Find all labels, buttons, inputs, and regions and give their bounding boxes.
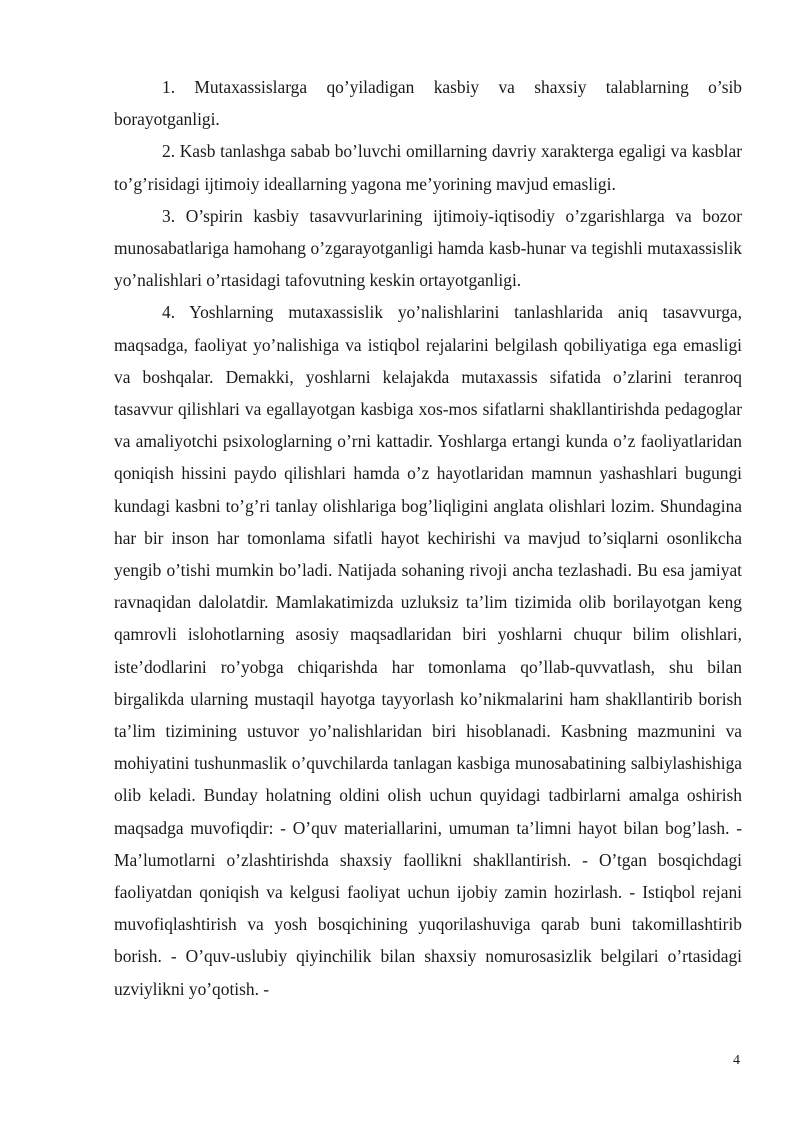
paragraph-3: 3. O’spirin kasbiy tasavvurlarining ijtimoiy-iqtisodiy o’zgarishlarga va bozor munosabatlariga hamohang o’zgarayotganligi hamda kasb-hunar va tegishli mutaxassislik yo’nalishlari o’rtasidagi tafovutning keskin ortayotganligi. — [114, 205, 742, 291]
paragraph-4: 4. Yoshlarning mutaxassislik yo’nalishlarini tanlashlarida aniq tasavvurga, maqsadga, faoliyat yo’nalishiga va istiqbol rejalarini belgilash qobiliyatiga ega emasligi va boshqalar. Demakki, yoshlarni kelajakda mutaxassis sifatida o’zlarini teranroq tasavvur qilishlari va egallayotgan kasbiga xos-mos sifatlarni shakllantirishda pedagoglar va amaliyotchi psixologlarning o’rni kattadir. Yoshlarga ertangi kunda o’z faoliyatlaridan qoniqish hissini paydo qilishlari hamda o’z hayotlaridan mamnun yashashlari bugungi kundagi kasbni to’g’ri tanlay olishlariga bog’liqligini anglata olishlari lozim. Shundagina har bir inson har tomonlama sifatli hayot kechirishi va mavjud to’siqlarni osonlikcha yengib o’tishi mumkin bo’ladi. Natijada sohaning rivoji ancha tezlashadi. Bu esa jamiyat ravnaqidan dalolatdir. Mamlakatimizda uzluksiz ta’lim tizimida olib borilayotgan keng qamrovli islohotlarning asosiy maqsadlaridan biri yoshlarni chuqur bilim olishlari, iste’dodlarini ro’yobga chiqarishda har tomonlama qo’llab-quvvatlash, shu bilan birgalikda ularning mustaqil hayotga tayyorlash ko’nikmalarini ham shakllantirib borish ta’lim tizimining ustuvor yo’nalishlaridan biri hisoblanadi. Kasbning mazmunini va mohiyatini tushunmaslik o’quvchilarda tanlagan kasbiga munosabatining salbiylashishiga olib keladi. Bunday holatning oldini olish uchun quyidagi tadbirlarni amalga oshirish maqsadga muvofiqdir: - O’quv materiallarini, umuman ta’limni hayot bilan bog’lash. - Ma’lumotlarni o’zlashtirishda shaxsiy faollikni shakllantirish. - O’tgan bosqichdagi faoliyatdan qoniqish va kelgusi faoliyat uchun ijobiy zamin hozirlash. - Istiqbol rejani muvofiqlashtirish va yosh bosqichining yuqorilashuviga qarab buni takomillashtirib borish. - O’quv-uslubiy qiyinchilik bilan shaxsiy nomurosasizlik belgilari o’rtasidagi uzviylikni yo’qotish. - — [114, 302, 742, 999]
paragraph-2: 2. Kasb tanlashga sabab bo’luvchi omillarning davriy xarakterga egaligi va kasblar to’g’risidagi ijtimoiy ideallarning yagona me’yorining mavjud emasligi. — [114, 141, 742, 194]
page-number: 4 — [733, 1053, 740, 1068]
document-body — [114, 71, 742, 1005]
paragraph-1: 1. Mutaxassislarga qo’yiladigan kasbiy va shaxsiy talablarning o’sib borayotganligi. — [114, 77, 742, 130]
